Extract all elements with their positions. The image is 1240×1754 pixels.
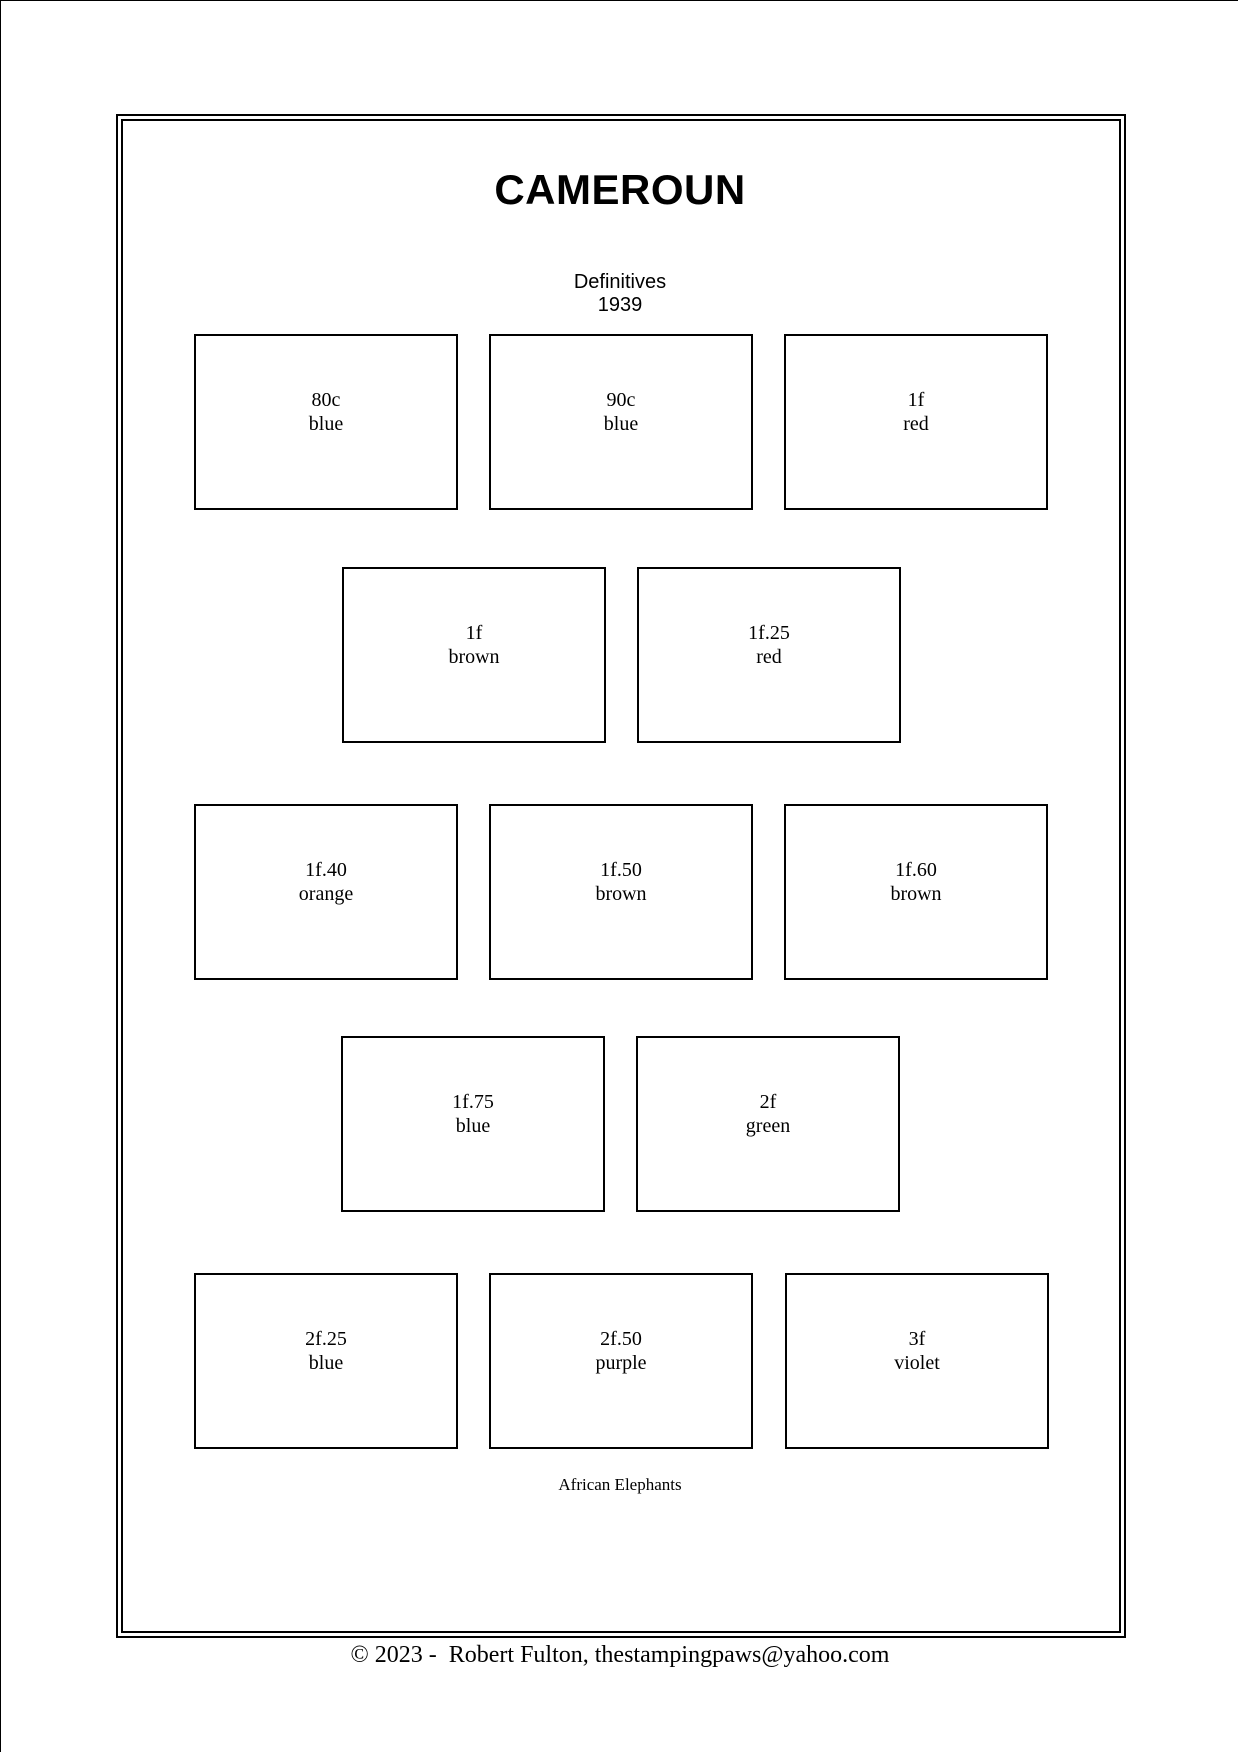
page-title: CAMEROUN: [494, 166, 746, 213]
stamp-box: [785, 1273, 1049, 1449]
copyright-footer: © 2023 - Robert Fulton, thestampingpaws@yahoo.com: [350, 1642, 890, 1668]
stamp-color: green: [745, 1115, 791, 1137]
stamp-color: blue: [308, 1352, 344, 1374]
stamp-denomination: 1f.60: [895, 859, 937, 881]
stamp-color: blue: [308, 413, 344, 435]
stamp-color: blue: [603, 413, 639, 435]
stamp-denomination: 1f: [907, 389, 925, 411]
stamp-box: [341, 1036, 605, 1212]
stamp-color: brown: [448, 646, 500, 668]
stamp-denomination: 1f.50: [600, 859, 642, 881]
stamp-denomination: 80c: [311, 389, 341, 411]
stamp-denomination: 2f: [759, 1091, 777, 1113]
stamp-box: [489, 804, 753, 980]
stamp-denomination: 1f.40: [305, 859, 347, 881]
stamp-color: brown: [595, 883, 647, 905]
stamp-box: [784, 334, 1048, 510]
stamp-box: [489, 1273, 753, 1449]
stamp-denomination: 2f.25: [305, 1328, 347, 1350]
stamp-color: purple: [595, 1352, 647, 1374]
stamp-color: blue: [455, 1115, 491, 1137]
stamp-color: brown: [890, 883, 942, 905]
stamp-box: [194, 1273, 458, 1449]
stamp-box: [636, 1036, 900, 1212]
stamp-denomination: 1f.25: [748, 622, 790, 644]
stamp-denomination: 1f: [465, 622, 483, 644]
stamp-color: red: [903, 413, 929, 435]
set-name: Definitives: [573, 271, 667, 293]
stamp-box: [489, 334, 753, 510]
stamp-box: [637, 567, 901, 743]
stamp-denomination: 2f.50: [600, 1328, 642, 1350]
stamp-box: [342, 567, 606, 743]
stamp-box: [194, 334, 458, 510]
set-year: 1939: [597, 294, 643, 316]
stamp-color: violet: [894, 1352, 940, 1374]
set-caption: African Elephants: [558, 1475, 682, 1494]
stamp-color: red: [756, 646, 782, 668]
stamp-denomination: 90c: [606, 389, 636, 411]
stamp-denomination: 3f: [908, 1328, 926, 1350]
stamp-box: [784, 804, 1048, 980]
stamp-denomination: 1f.75: [452, 1091, 494, 1113]
stamp-box: [194, 804, 458, 980]
stamp-color: orange: [298, 883, 354, 905]
